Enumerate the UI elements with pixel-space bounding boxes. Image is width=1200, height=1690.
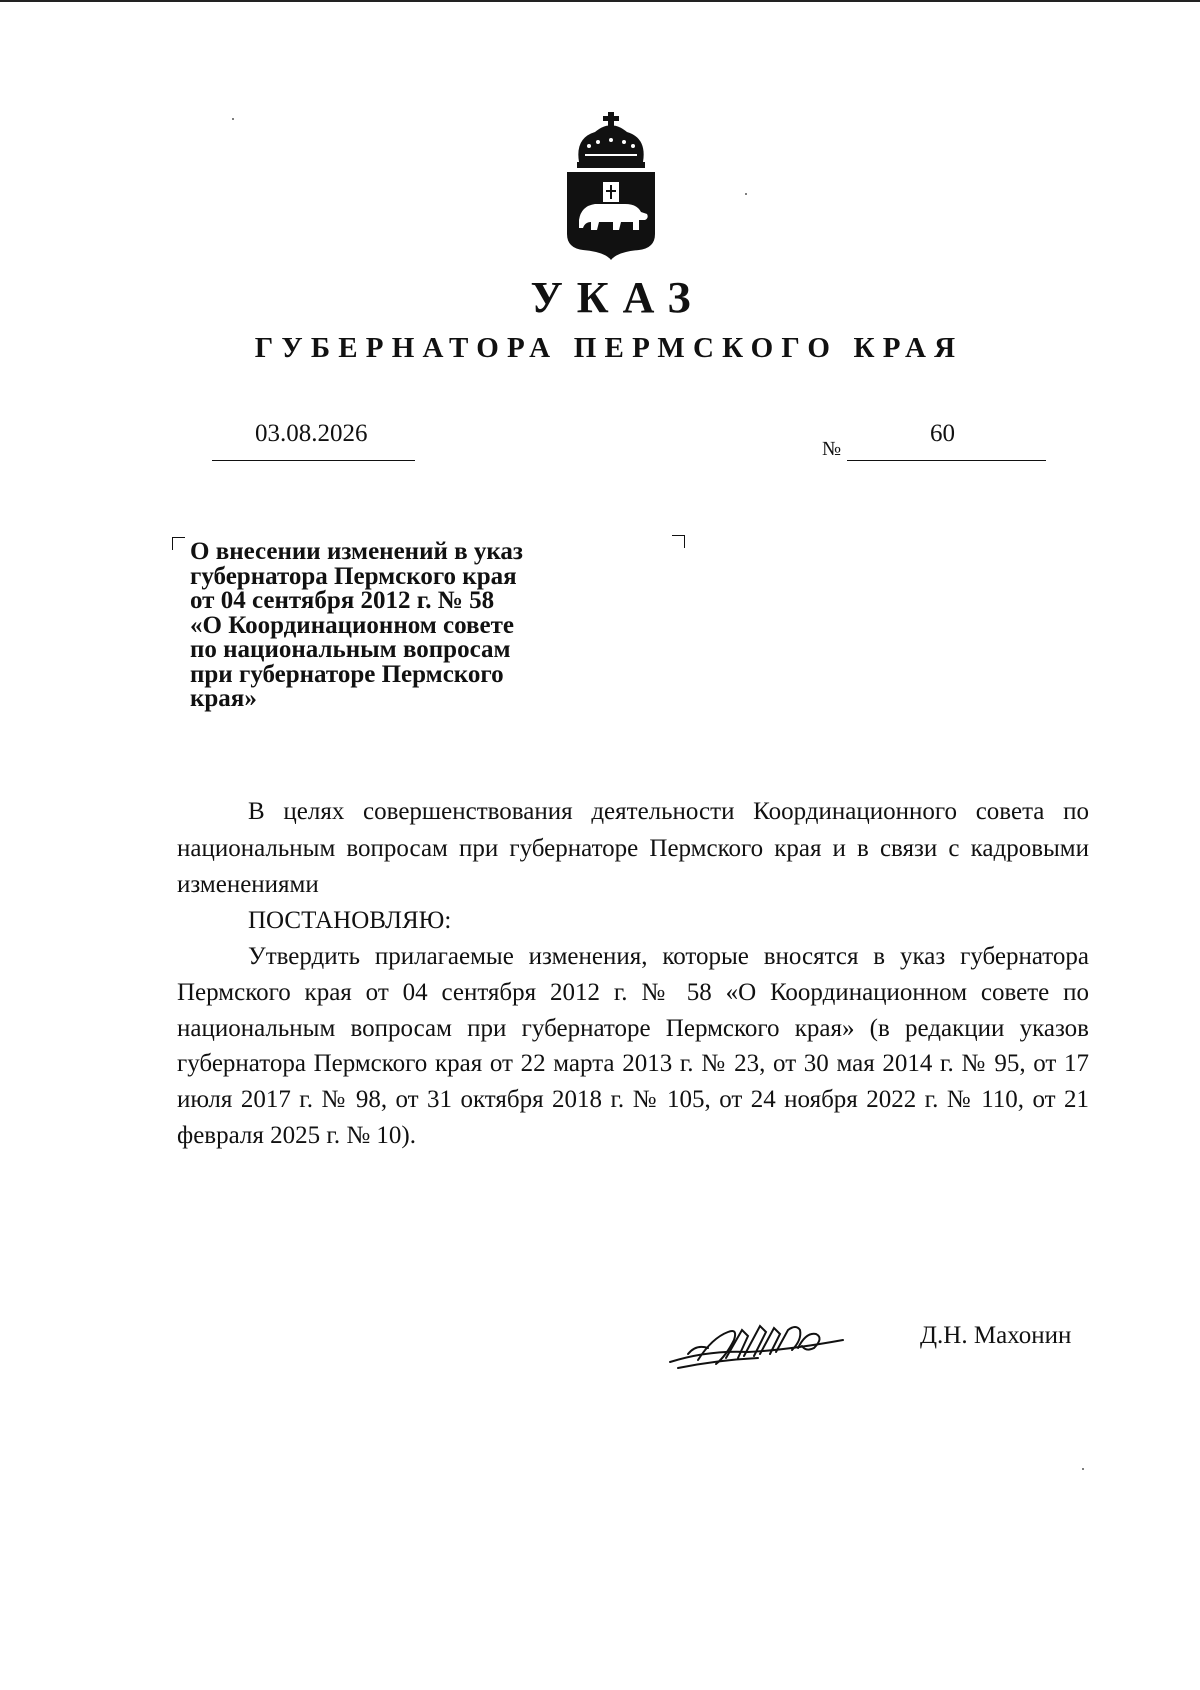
number-sign: № bbox=[822, 438, 842, 460]
date-underline bbox=[212, 460, 415, 461]
subject-line: при губернаторе Пермского bbox=[190, 660, 504, 688]
subject-line: О внесении изменений в указ bbox=[190, 538, 523, 565]
document-number: 60 bbox=[930, 420, 955, 447]
preamble-paragraph: В целях совершенствования деятельности Координационного совета по национальным вопросам при губернаторе Пермского края и в связи с кадровыми изменениями bbox=[177, 798, 1089, 898]
subject-line: от 04 сентября 2012 г. № 58 bbox=[190, 587, 495, 614]
document-date: 03.08.2026 bbox=[255, 420, 368, 447]
subject-line: «О Координационном совете bbox=[190, 611, 514, 639]
signature-icon bbox=[668, 1310, 848, 1382]
document-title: УКАЗ bbox=[530, 273, 705, 322]
document-subject bbox=[190, 540, 610, 712]
coat-of-arms-icon bbox=[565, 112, 657, 260]
subject-line: по национальным вопросам bbox=[190, 636, 511, 663]
document-subtitle: ГУБЕРНАТОРА ПЕРМСКОГО КРАЯ bbox=[254, 332, 964, 364]
decree-paragraph: Утвердить прилагаемые изменения, которые вносятся в указ губернатора Пермского края от 04 сентября 2012 г. № 58 «О Координационном совете по национальным вопросам при губернаторе Пермского края» (в редакции указов губернатора Пермского края от 22 марта 2013 г. № 23, от 30 мая 2014 г. № 95, от 17 июля 2017 г. № 98, от 31 октября 2018 г. № 105, от 24 ноября 2022 г. № 110, от 21 февраля 2025 г. № 10). bbox=[177, 943, 1089, 1149]
signer-name: Д.Н. Махонин bbox=[920, 1322, 1072, 1349]
subject-corner-mark-right bbox=[672, 535, 685, 548]
scan-speck bbox=[232, 118, 234, 120]
subject-line: губернатора Пермского края bbox=[190, 562, 517, 590]
number-underline bbox=[847, 460, 1046, 461]
page-top-edge bbox=[0, 0, 1200, 2]
subject-line: края» bbox=[190, 685, 257, 712]
resolve-statement: ПОСТАНОВЛЯЮ: bbox=[248, 907, 452, 934]
scan-speck bbox=[745, 193, 747, 195]
subject-corner-mark-left bbox=[172, 537, 185, 550]
scan-speck bbox=[1082, 1468, 1084, 1470]
